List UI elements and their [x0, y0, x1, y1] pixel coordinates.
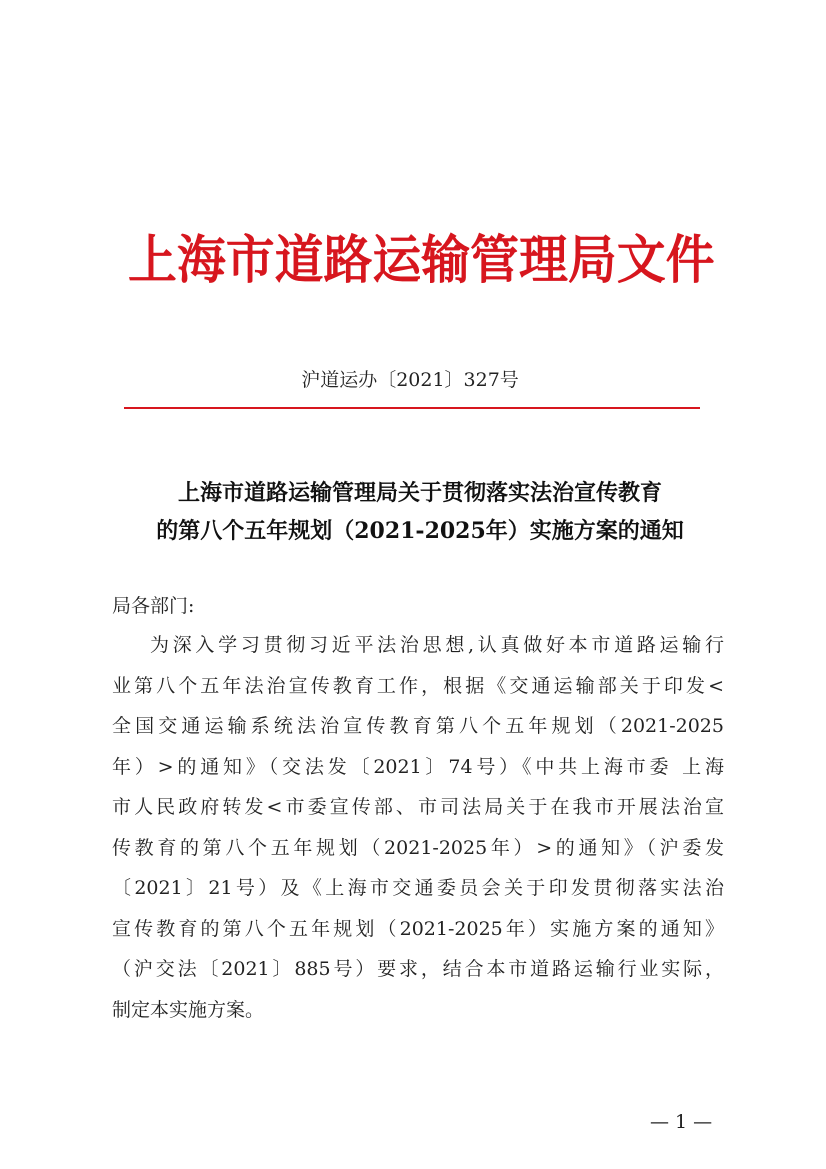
notice-title-line-1: 上海市道路运输管理局关于贯彻落实法治宣传教育	[177, 480, 662, 506]
body-paragraph	[112, 625, 724, 1030]
body-line: 年）>的通知》（交法发〔2021〕74号）《中共上海市委 上海	[112, 755, 724, 778]
notice-title	[100, 474, 740, 550]
body-line: 全国交通运输系统法治宣传教育第八个五年规划（2021-2025	[112, 715, 724, 737]
page-number: — 1 —	[650, 1111, 713, 1133]
body-line: 市人民政府转发<市委宣传部、市司法局关于在我市开展法治宣	[112, 796, 724, 818]
body-line: 为深入学习贯彻习近平法治思想,认真做好本市道路运输行	[150, 634, 724, 656]
body-line: 制定本实施方案。	[112, 998, 265, 1021]
body-line: （沪交法〔2021〕885号）要求，结合本市道路运输行业实际，	[112, 958, 724, 980]
header-red-rule	[124, 407, 700, 409]
body-line: 宣传教育的第八个五年规划（2021-2025年）实施方案的通知》	[112, 917, 724, 940]
notice-title-line-2: 的第八个五年规划（2021-2025年）实施方案的通知	[156, 518, 684, 544]
body-line: 〔2021〕21号）及《上海市交通委员会关于印发贯彻落实法治	[112, 877, 724, 899]
document-header-title: 上海市道路运输管理局文件	[128, 230, 715, 291]
document-number: 沪道运办〔2021〕327号	[301, 369, 519, 391]
body-line: 传教育的第八个五年规划（2021-2025年）>的通知》（沪委发	[112, 836, 724, 859]
body-line: 业第八个五年法治宣传教育工作，根据《交通运输部关于印发<	[112, 674, 724, 697]
salutation: 局各部门:	[112, 595, 195, 617]
